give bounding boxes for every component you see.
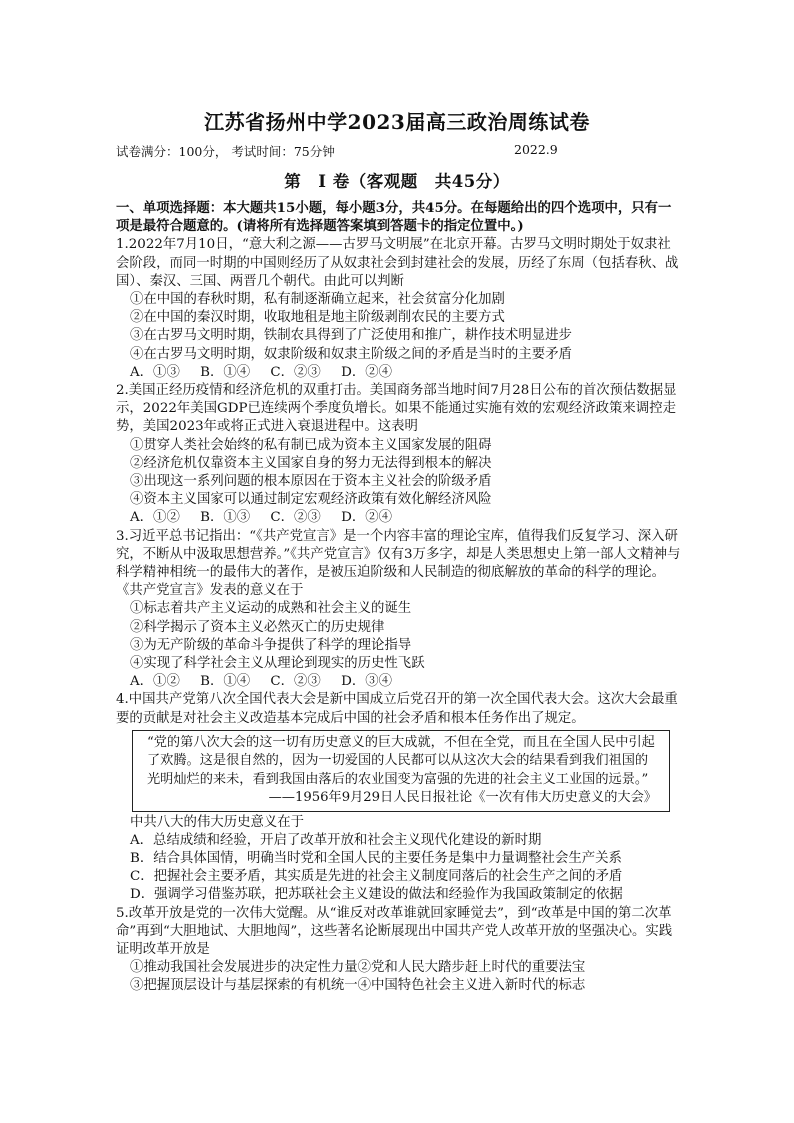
question-stem: 2.美国正经历疫情和经济危机的双重打击。美国商务部当地时间7月28日公布的首次预估数据显示，2022年美国GDP已连续两个季度负增长。如果不能通过实施有效的宏观经济政策来调控走势，美国2023年或将正式进入衰退进程中。这表明 [116,383,677,435]
option-a: A．总结成绩和经验，开启了改革开放和社会主义现代化建设的新时期 [130,832,542,848]
option-b: B．结合具体国情，明确当时党和全国人民的主要任务是集中力量调整社会生产关系 [130,850,622,866]
section-instruction: 一、单项选择题：本大题共15小题，每小题3分，共45分。在每题给出的四个选项中，只有一项是最符合题意的。(请将所有选择题答案填到答题卡的指定位置中。) [116,200,672,235]
statement-item: ②经济危机仅靠资本主义国家自身的努力无法得到根本的解决 [130,455,492,471]
question-2 [116,382,682,528]
statement-item: ④在古罗马文明时期，奴隶阶级和奴隶主阶级之间的矛盾是当时的主要矛盾 [130,346,572,362]
statement-item: ④实现了科学社会主义从理论到现实的历史性飞跃 [130,656,425,672]
quote-text: “党的第八次大会的这一切有历史意义的巨大成就，不但在全党，而且在全国人民中引起了欢腾。这是很自然的，因为一切爱国的人民都可以从这次大会的结果看到我们祖国的光明灿烂的来未，看到我国由落后的农业国变为富强的先进的社会主义工业国的远景。” [147,734,655,787]
question-followup: 中共八大的伟大历史意义在于 [130,814,305,830]
quote-source: ——1956年9月29日人民日报社论《一次有伟大历史意义的大会》 [268,790,657,806]
answer-choices [116,364,682,382]
statement-item: ③把握顶层设计与基层探索的有机统一④中国特色社会主义进入新时代的标志 [130,978,586,994]
statement-item: ③为无产阶级的革命斗争提供了科学的理论指导 [130,637,412,653]
choice-b: B．①④ [200,364,251,380]
question-stem: 1.2022年7月10日，“意大利之源——古罗马文明展”在北京开幕。古罗马文明时期处于奴隶社会阶段，而同一时期的中国则经历了从奴隶社会到封建社会的发展，历经了东周（包括春秋、战国）、秦汉、三国、两晋几个朝代。由此可以判断 [116,237,679,289]
exam-title: 江苏省扬州中学2023届高三政治周练试卷 [204,110,590,134]
choice-b: B．①③ [200,510,251,526]
choice-d: D．③④ [341,674,392,690]
question-stem: 3.习近平总书记指出：“《共产党宣言》是一个内容丰富的理论宝库，值得我们反复学习、深入研究，不断从中汲取思想营养。”《共产党宣言》仅有3万多字，却是人类思想史上第一部人文精神与科学精神相统一的最伟大的著作，是被压迫阶级和人民制造的彻底解放的革命的科学的理论。《共产党宣言》发表的意义在于 [116,528,681,599]
question-content [116,199,682,996]
statement-item: ①推动我国社会发展进步的决定性力量②党和人民大踏步赶上时代的重要法宝 [130,960,586,976]
statement-item: ①贯穿人类社会始终的私有制已成为资本主义国家发展的阻碍 [130,437,492,453]
choice-b: B．①④ [200,674,251,690]
exam-meta [116,142,676,160]
option-c: C．把握社会主要矛盾，其实质是先进的社会主义制度同落后的社会生产之间的矛盾 [130,869,623,885]
part-header: 第 Ⅰ 卷（客观题 共45分） [284,172,510,191]
statement-item: ②在中国的秦汉时期，收取地租是地主阶级剥削农民的主要方式 [130,310,505,326]
choice-a: A．①② [130,674,180,690]
question-1 [116,236,682,382]
answer-choices [116,509,682,527]
exam-date: 2022.9 [514,142,558,157]
choice-a: A．①③ [130,364,180,380]
statement-item: ④资本主义国家可以通过制定宏观经济政策有效化解经济风险 [130,492,492,508]
choice-a: A．①② [130,510,180,526]
score-time-info: 试卷满分：100分， 考试时间：75分钟 [116,144,335,159]
choice-d: D．②④ [341,510,392,526]
question-stem: 5.改革开放是党的一次伟大觉醒。从“谁反对改革谁就回家睡觉去”，到“改革是中国的第二次革命”再到“大胆地试、大胆地闯”，这些著名论断展现出中国共产党人改革开放的坚强决心。实践证明改革开放是 [116,905,673,957]
choice-c: C．②③ [270,674,321,690]
question-stem: 4.中国共产党第八次全国代表大会是新中国成立后党召开的第一次全国代表大会。这次大会最重要的贡献是对社会主义改造基本完成后中国的社会矛盾和根本任务作出了规定。 [116,692,678,726]
quote-box [132,730,670,812]
question-5 [116,905,682,996]
statement-item: ③在古罗马文明时期，铁制农具得到了广泛使用和推广，耕作技术明显进步 [130,328,572,344]
statement-item: ①标志着共产主义运动的成熟和社会主义的诞生 [130,601,412,617]
answer-choices [116,673,682,691]
choice-c: C．②③ [270,510,321,526]
statement-item: ②科学揭示了资本主义必然灭亡的历史规律 [130,619,385,635]
choice-c: C．②③ [270,364,321,380]
statement-item: ①在中国的春秋时期，私有制逐渐确立起来，社会贫富分化加剧 [130,292,505,308]
question-4 [116,691,682,904]
choice-d: D．②④ [341,364,392,380]
question-3 [116,528,682,692]
option-d: D．强调学习借鉴苏联，把苏联社会主义建设的做法和经验作为我国政策制定的依据 [130,887,623,903]
statement-item: ③出现这一系列问题的根本原因在于资本主义社会的阶级矛盾 [130,474,492,490]
